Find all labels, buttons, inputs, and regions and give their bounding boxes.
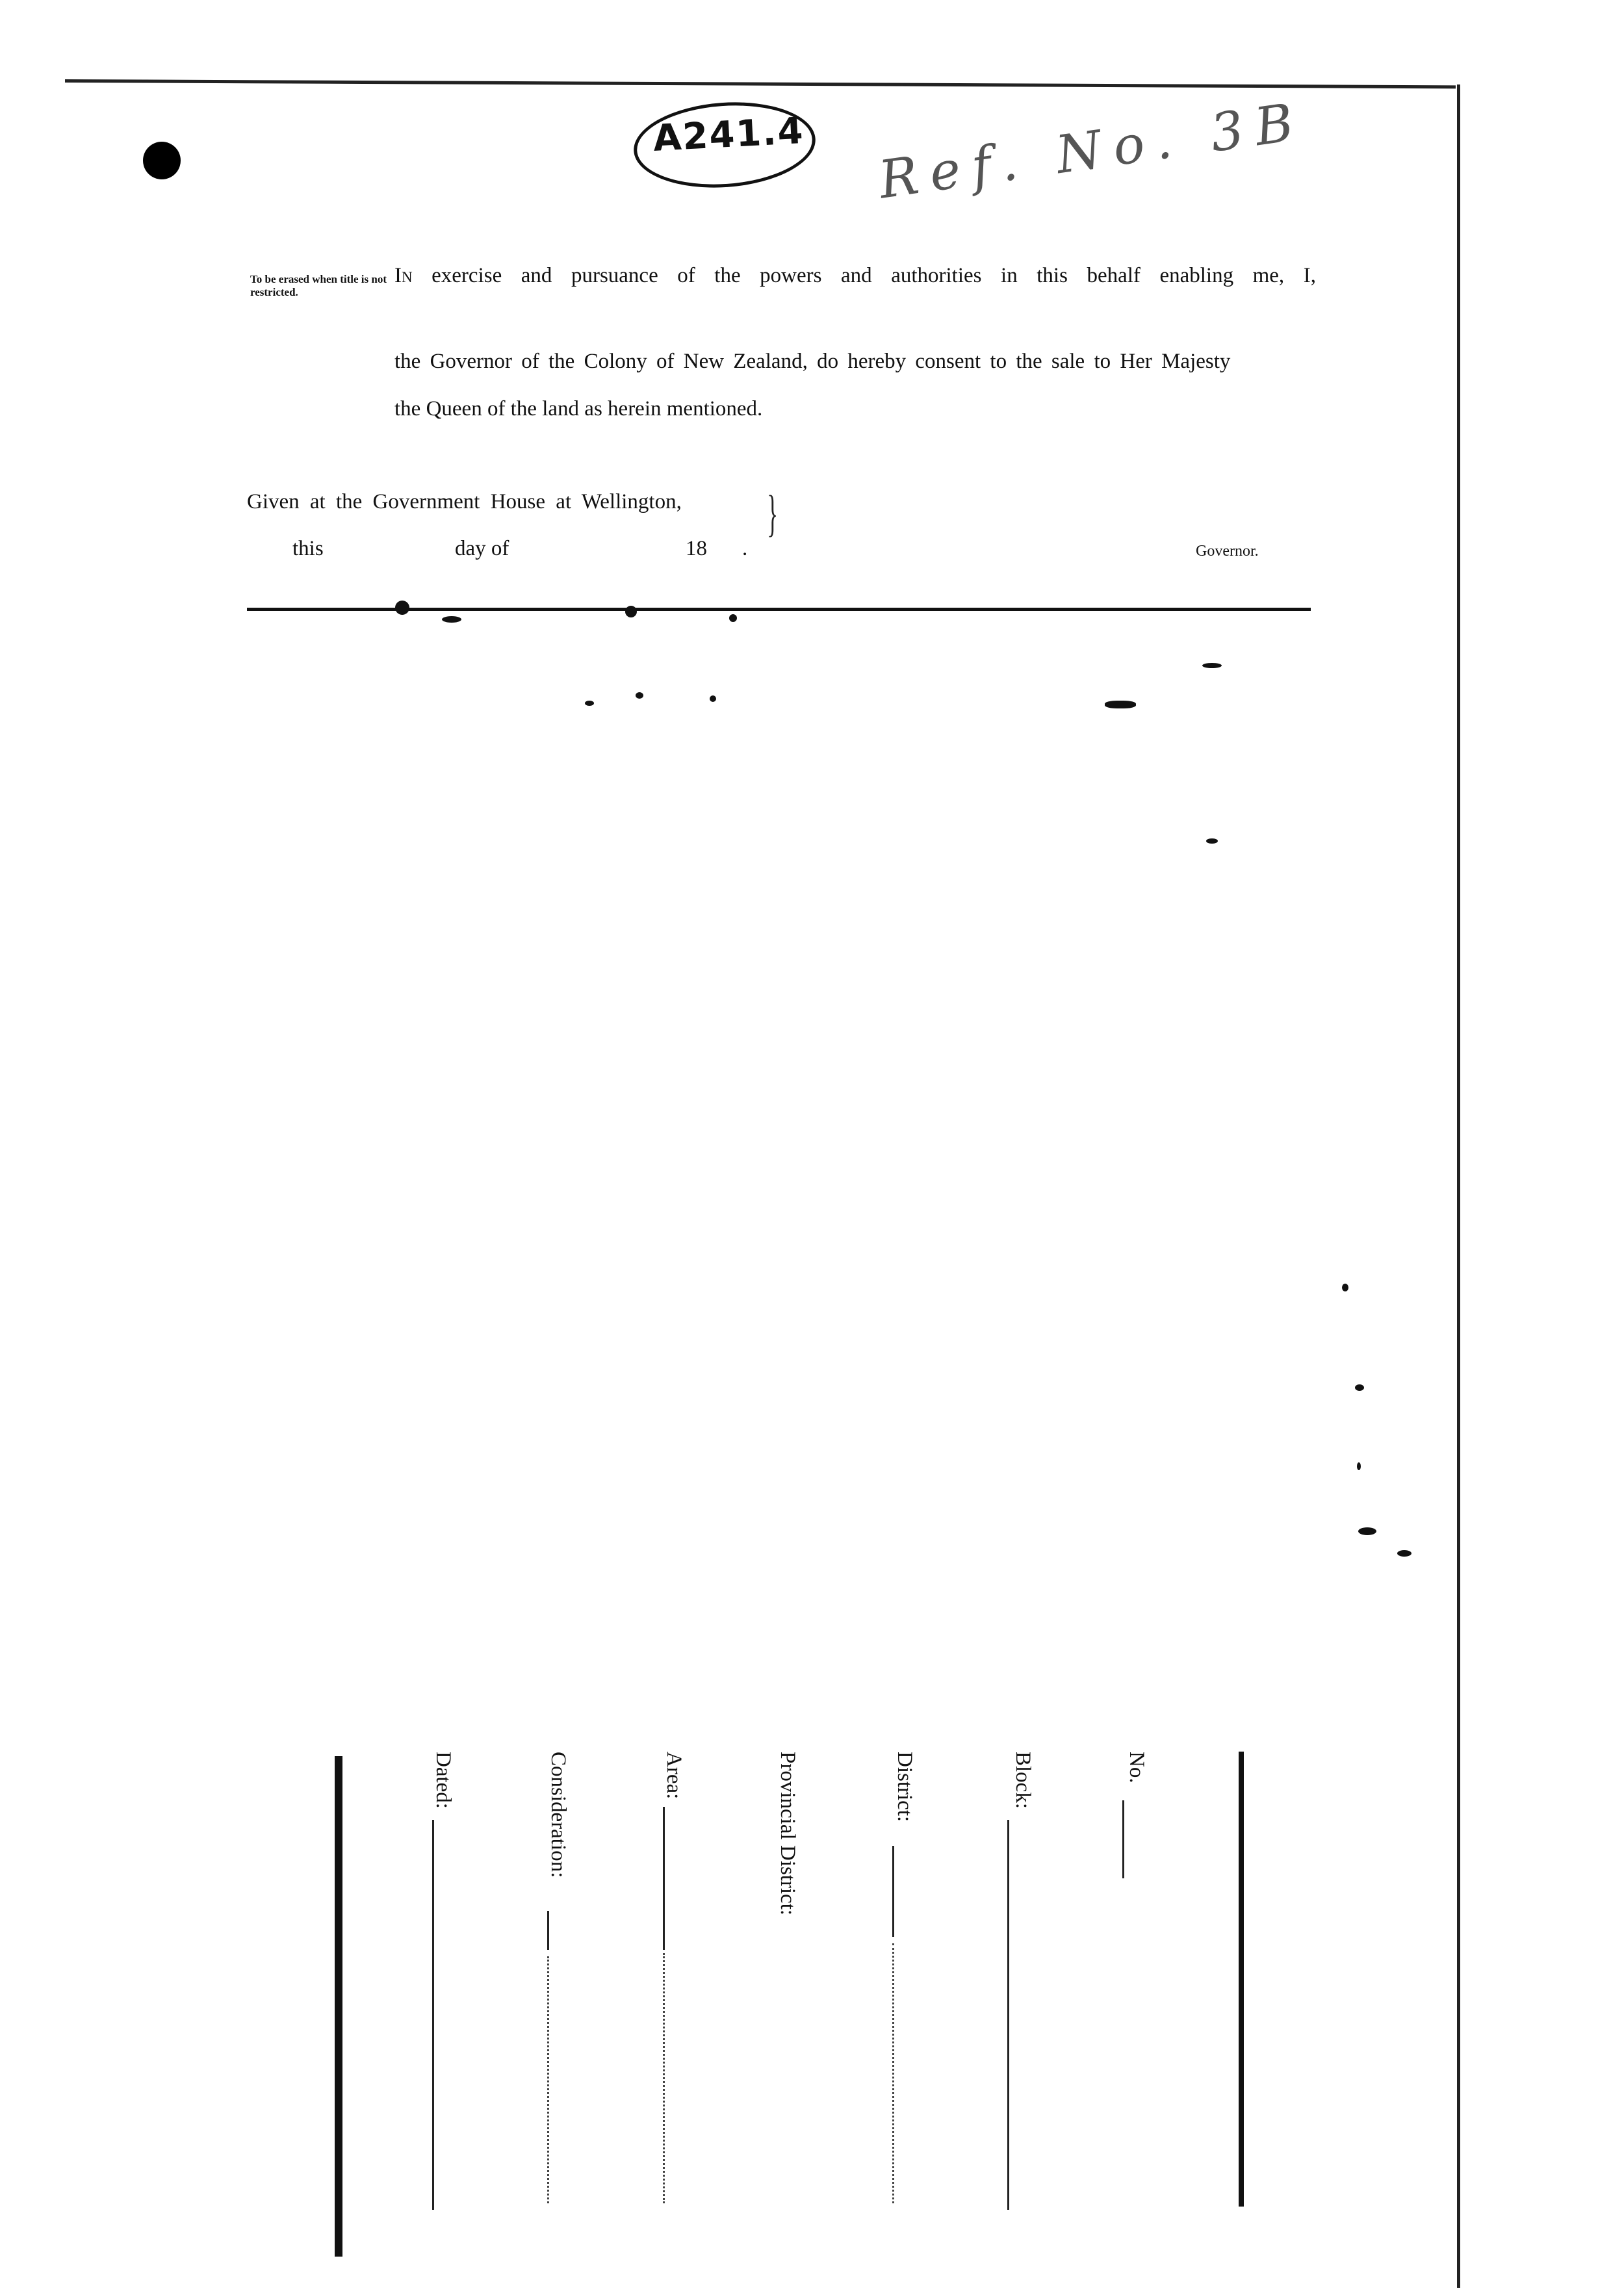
consent-word: this (1037, 264, 1068, 287)
consent-line-1 (394, 264, 1316, 288)
field-provincial-district-label: Provincial District: (776, 1752, 799, 1916)
date-this: this (292, 537, 324, 560)
field-consideration-dots (547, 1956, 549, 2203)
field-area-line (663, 1807, 665, 1950)
ink-speck (710, 695, 716, 702)
date-year-prefix: 18 (686, 537, 707, 560)
ink-speck (1206, 838, 1218, 844)
consent-word: and (841, 264, 872, 287)
ink-speck (1397, 1550, 1411, 1557)
punch-hole (143, 142, 181, 179)
ink-speck (1202, 663, 1222, 668)
ink-blot (729, 614, 737, 622)
consent-word: of (677, 264, 695, 287)
ink-speck (1105, 701, 1136, 708)
field-dated-label: Dated: (432, 1752, 455, 1809)
consent-word: and (521, 264, 552, 287)
field-block-label: Block: (1011, 1752, 1035, 1809)
date-dot: . (742, 537, 748, 560)
ink-speck (636, 692, 643, 699)
field-dated-line (432, 1820, 434, 2210)
ink-speck (1357, 1462, 1361, 1470)
ink-speck (585, 701, 594, 706)
field-district-label: District: (893, 1752, 916, 1822)
field-area-dots (663, 1953, 665, 2203)
field-block-line (1007, 1820, 1009, 2210)
reference-number: A241.4 (652, 109, 806, 161)
date-day-of: day of (455, 537, 509, 560)
consent-word: me, (1252, 264, 1285, 287)
consent-word: I, (1303, 264, 1316, 287)
field-consideration-line (547, 1911, 549, 1950)
marginal-note: To be erased when title is not restricted. (250, 273, 387, 298)
ink-speck (1358, 1527, 1376, 1535)
endorsement-left-rule (335, 1756, 342, 2257)
consent-line-3: the Queen of the land as herein mentioned. (394, 397, 763, 421)
brace: } (767, 485, 779, 541)
ink-blot (625, 606, 637, 617)
consent-word: pursuance (571, 264, 658, 287)
consent-word: exercise (432, 264, 502, 287)
consent-word: the (714, 264, 741, 287)
consent-word: In (394, 264, 413, 287)
field-district-dots (892, 1943, 894, 2203)
field-no-line (1122, 1800, 1124, 1878)
ink-blot (442, 616, 461, 623)
given-at-line: Given at the Government House at Wellington, (247, 490, 682, 513)
field-area-label: Area: (662, 1752, 686, 1800)
consent-word: powers (760, 264, 822, 287)
handwritten-note: Ref. No. 3B (875, 90, 1309, 211)
consent-word: in (1001, 264, 1018, 287)
ink-blot (395, 601, 409, 615)
consent-word: behalf (1087, 264, 1141, 287)
consent-word: authorities (891, 264, 982, 287)
consent-word: enabling (1159, 264, 1234, 287)
field-district-line (892, 1846, 894, 1937)
endorsement-right-rule (1239, 1752, 1244, 2207)
field-no-label: No. (1125, 1752, 1148, 1783)
ink-speck (1355, 1384, 1364, 1391)
page-right-border (1457, 84, 1460, 2288)
consent-line-2: the Governor of the Colony of New Zealand, do hereby consent to the sale to Her Majesty (394, 350, 1231, 373)
governor-label: Governor. (1196, 543, 1259, 560)
page-top-border (65, 79, 1456, 88)
ink-speck (1342, 1284, 1348, 1291)
field-consideration-label: Consideration: (547, 1752, 570, 1878)
